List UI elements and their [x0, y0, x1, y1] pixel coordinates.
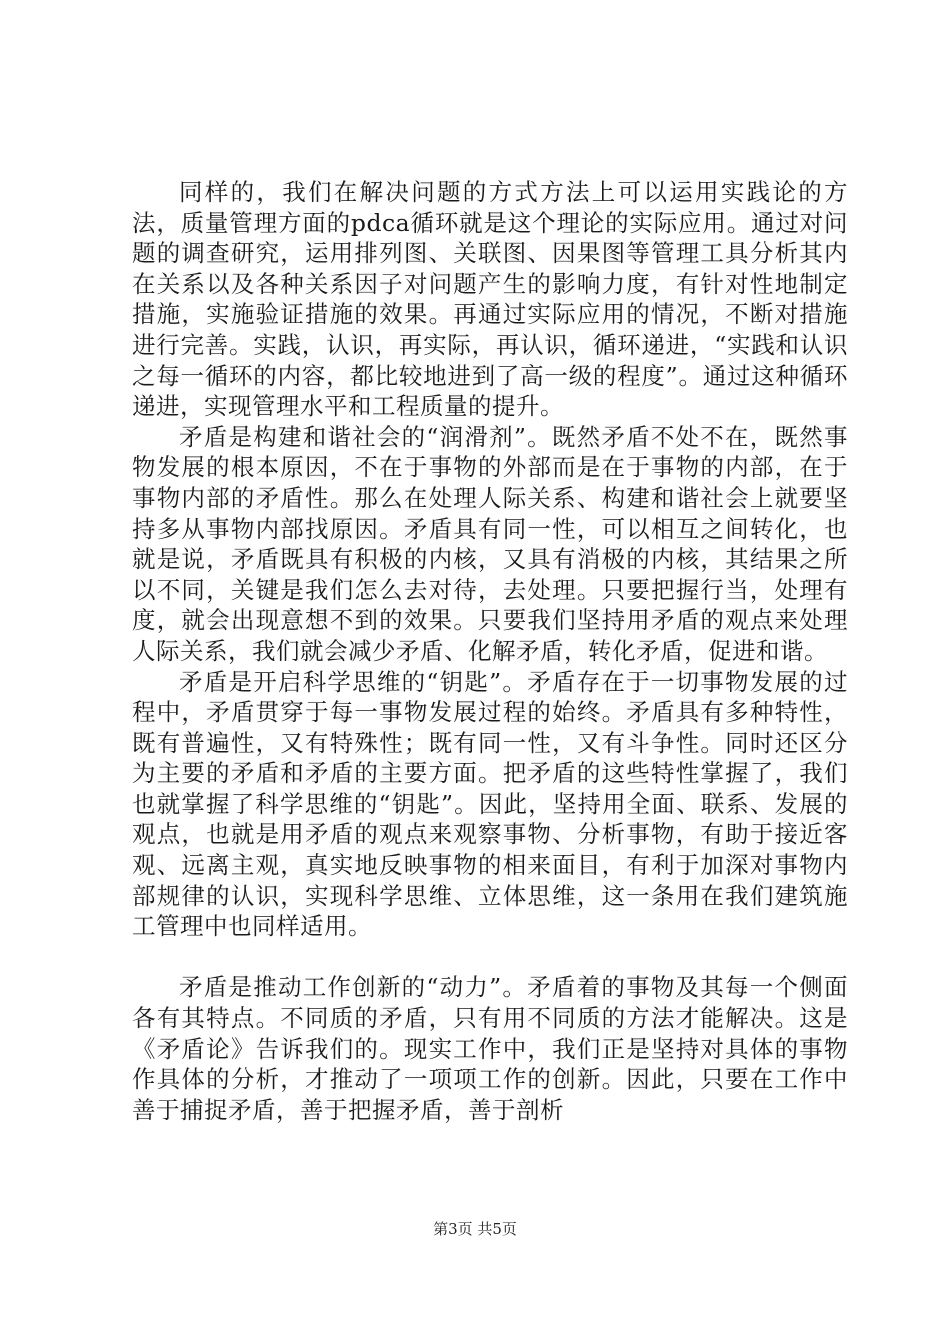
- paragraph-innovation: 矛盾是推动工作创新的“动力”。矛盾着的事物及其每一个侧面各有其特点。不同质的矛盾，只有用不同质的方法才能解决。这是《矛盾论》告诉我们的。现实工作中，我们正是坚持对具体的事物作具体的分析，才推动了一项项工作的创新。因此，只要在工作中善于捕捉矛盾，善于把握矛盾，善于剖析: [132, 973, 848, 1124]
- paragraph-practice-cycle: 同样的，我们在解决问题的方式方法上可以运用实践论的方法，质量管理方面的pdca循环就是这个理论的实际应用。通过对问题的调查研究，运用排列图、关联图、因果图等管理工具分析其内在关系以及各种关系因子对问题产生的影响力度，有针对性地制定措施，实施验证措施的效果。再通过实际应用的情况，不断对措施进行完善。实践，认识，再实际，再认识，循环递进，“实践和认识之每一循环的内容，都比较地进到了高一级的程度”。通过这种循环递进，实现管理水平和工程质量的提升。: [132, 178, 848, 421]
- document-body: [132, 177, 848, 1125]
- page-number-footer: 第3页 共5页: [433, 1220, 517, 1238]
- paragraph-harmony: 矛盾是构建和谐社会的“润滑剂”。既然矛盾不处不在，既然事物发展的根本原因，不在于事物的外部而是在于事物的内部，在于事物内部的矛盾性。那么在处理人际关系、构建和谐社会上就要坚持多从事物内部找原因。矛盾具有同一性，可以相互之间转化，也就是说，矛盾既具有积极的内核，又具有消极的内核，其结果之所以不同，关键是我们怎么去对待，去处理。只要把握行当，处理有度，就会出现意想不到的效果。只要我们坚持用矛盾的观点来处理人际关系，我们就会减少矛盾、化解矛盾，转化矛盾，促进和谐。: [132, 422, 848, 665]
- paragraph-scientific-thinking: 矛盾是开启科学思维的“钥匙”。矛盾存在于一切事物发展的过程中，矛盾贯穿于每一事物发展过程的始终。矛盾具有多种特性，既有普遍性，又有特殊性；既有同一性，又有斗争性。同时还区分为主要的矛盾和矛盾的主要方面。把矛盾的这些特性掌握了，我们也就掌握了科学思维的“钥匙”。因此，坚持用全面、联系、发展的观点，也就是用矛盾的观点来观察事物、分析事物，有助于接近客观、远离主观，真实地反映事物的相来面目，有利于加深对事物内部规律的认识，实现科学思维、立体思维，这一条用在我们建筑施工管理中也同样适用。: [132, 667, 848, 941]
